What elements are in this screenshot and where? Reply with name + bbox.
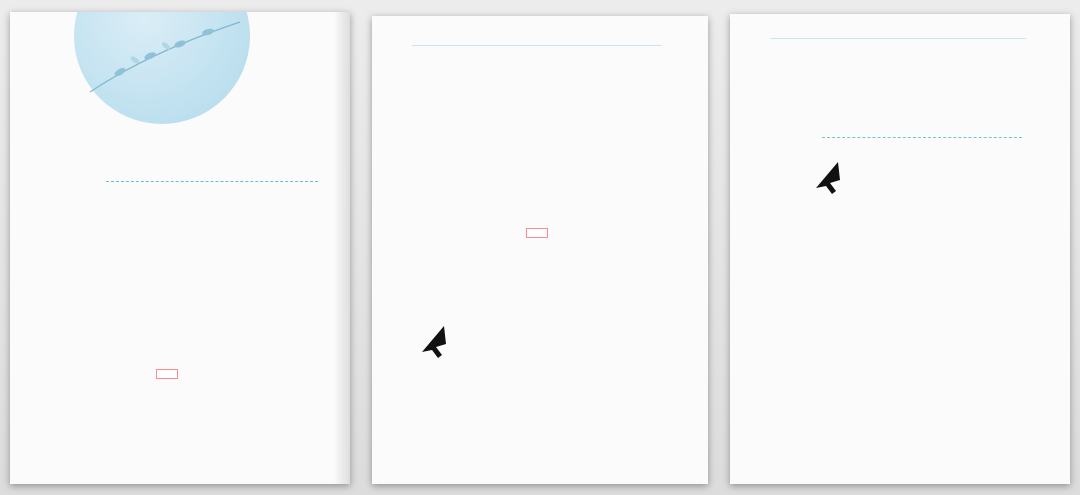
pointer-arrow-icon — [416, 324, 452, 358]
page-reading-methods — [730, 14, 1070, 484]
page-spine-shadow — [334, 12, 350, 484]
section-divider — [106, 181, 318, 182]
branch-illustration-icon — [80, 12, 250, 102]
page-table-continued — [372, 16, 708, 484]
page-reading-suggestions — [10, 12, 350, 484]
section-divider — [822, 137, 1022, 138]
pointer-arrow-icon — [810, 160, 846, 194]
label-reading-time-plan — [156, 369, 178, 379]
label-reading-method-suggestions — [526, 228, 548, 238]
page-header — [412, 38, 662, 46]
page-header — [770, 36, 1026, 39]
